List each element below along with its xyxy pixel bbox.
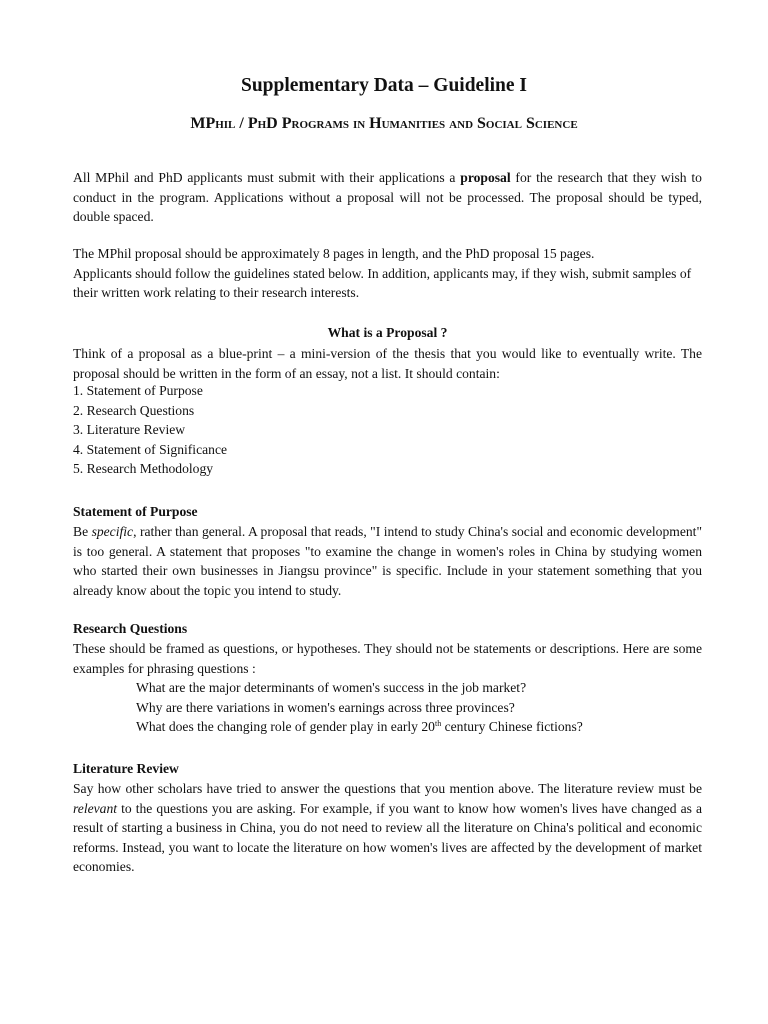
list-item: 5. Research Methodology	[73, 461, 214, 477]
purpose-text-be: Be	[73, 524, 92, 539]
example-question	[136, 717, 702, 737]
literature-text-2: to the questions you are asking. For example, if you want to know how women's lives have changed as a result of starting a business in China, you do not need to review all the literature on China's political and economic reforms. Instead, you want to locate the literature on how women's lives are affected by the development of market economies.	[73, 800, 702, 875]
purpose-paragraph	[73, 522, 702, 600]
guidelines-line: Applicants should follow the guidelines stated below. In addition, applicants may, if they wish, submit samples of their written work relating to their research interests.	[73, 265, 692, 301]
purpose-italic-specific: specific	[91, 524, 134, 539]
list-item: 2. Research Questions	[73, 402, 195, 418]
question-3-text: What does the changing role of gender play in early 20	[136, 719, 435, 735]
proposal-contents-list	[73, 381, 702, 479]
literature-paragraph	[73, 779, 702, 877]
example-question: Why are there variations in women's earnings across three provinces?	[136, 699, 515, 715]
intro-paragraph	[73, 168, 702, 227]
example-question: What are the major determinants of women's success in the job market?	[136, 680, 527, 695]
length-line: The MPhil proposal should be approximately 8 pages in length, and the PhD proposal 15 pages.	[73, 246, 595, 261]
literature-heading: Literature Review	[73, 761, 179, 776]
purpose-heading: Statement of Purpose	[73, 504, 198, 519]
length-paragraph	[73, 244, 702, 303]
question-3-superscript: th	[434, 719, 442, 729]
list-item: 3. Literature Review	[73, 422, 186, 438]
page-subtitle	[0, 113, 768, 135]
purpose-text: , rather than general. A proposal that reads, "I intend to study China's social and economic development" is too general. A statement that proposes "to examine the change in women's roles in China by studying women who started their own businesses in Jiangsu province" is specific. Include in your statement something that you already know about the topic you intend to study.	[73, 524, 702, 598]
proposal-heading: What is a Proposal ?	[327, 325, 448, 340]
intro-text-1: All MPhil and PhD applicants must submit with their applications a	[73, 170, 461, 185]
literature-italic-relevant: relevant	[73, 800, 118, 816]
literature-text-1: Say how other scholars have tried to answer the questions that you mention above. The literature review must be	[73, 781, 702, 796]
proposal-paragraph: Think of a proposal as a blue-print – a mini-version of the thesis that you would like to eventually write. The proposal should be written in the form of an essay, not a list. It should contain:	[73, 346, 702, 381]
questions-heading: Research Questions	[73, 621, 188, 636]
list-item: 1. Statement of Purpose	[73, 383, 203, 398]
page-title: Supplementary Data – Guideline I	[240, 75, 528, 96]
questions-paragraph: These should be framed as questions, or hypotheses. They should not be statements or descriptions. Here are some examples for phrasing questions :	[73, 641, 702, 676]
intro-bold-proposal: proposal	[460, 170, 511, 185]
subtitle-text: MPhil / PhD Programs in Humanities and Social Science	[190, 115, 578, 132]
intro-text-2: for the research that they wish to conduct in the program. Applications without a proposal will not be processed. The proposal should be typed, double spaced.	[73, 170, 702, 225]
question-3-text-end: century Chinese fictions?	[441, 719, 583, 735]
example-questions	[73, 678, 702, 737]
list-item: 4. Statement of Significance	[73, 441, 228, 457]
